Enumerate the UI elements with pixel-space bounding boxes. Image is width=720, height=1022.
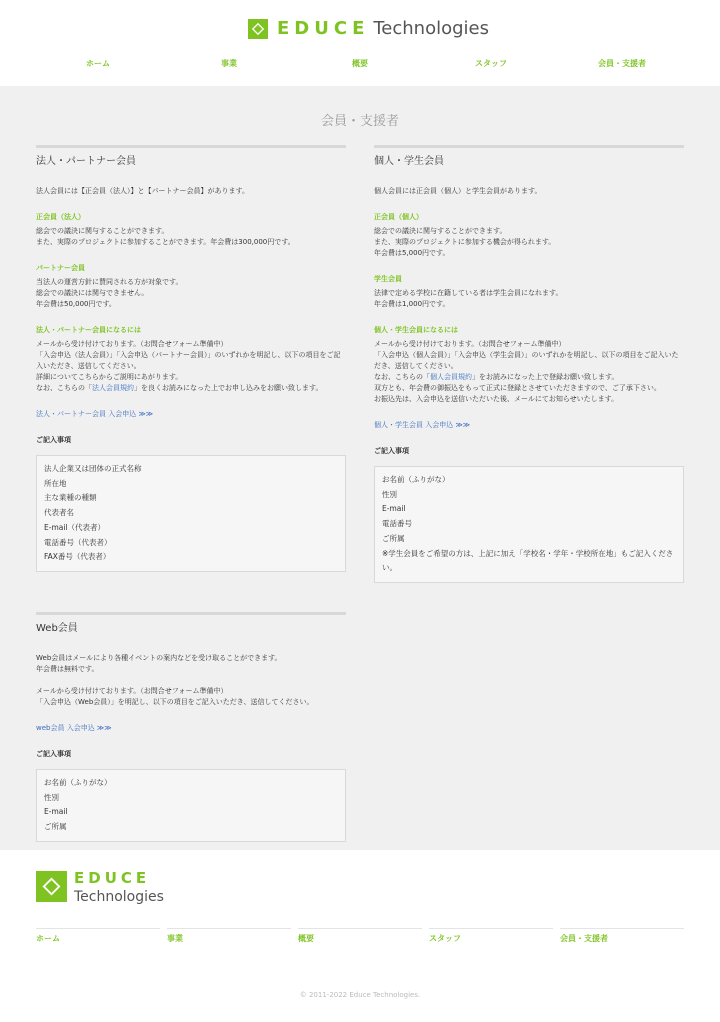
- list-item: E-mail: [44, 807, 68, 817]
- footer-nav-home[interactable]: ホーム: [36, 928, 160, 944]
- how-to-join-text: メールから受け付けております。（お問合せフォーム準備中） 「入会申込（法人会員）」「入会申込（パートナー会員）」のいずれかを明記し、以下の項目をご記入いただき、送信してください。 詳細についてこちらからご説明にあがります。 なお、こちらの「法人会員規約」を良くお読みになった上でお申し込みをお願い致します。: [36, 340, 341, 392]
- logo-technologies-text: Technologies: [373, 18, 489, 39]
- list-item: E-mail（代表者）: [44, 522, 106, 532]
- required-fields-box: [36, 769, 346, 842]
- list-item: 法人企業又は団体の正式名称: [44, 464, 142, 473]
- list-item: FAX番号（代表者）: [44, 552, 111, 562]
- how-to-join-heading: 法人・パートナー会員になるには: [36, 326, 141, 334]
- educe-logo-mark-icon: [36, 871, 67, 902]
- student-member-heading: 学生会員: [374, 275, 402, 283]
- list-item: E-mail: [382, 504, 406, 514]
- regular-member-heading: 正会員（法人）: [36, 213, 85, 221]
- logo-educe-text: EDUCE: [277, 18, 370, 39]
- corporate-membership-section: [36, 145, 346, 572]
- logo-educe-text: EDUCE: [74, 869, 151, 887]
- how-to-join-heading: 個人・学生会員になるには: [374, 326, 458, 334]
- main-content: [0, 86, 720, 850]
- regular-member-heading: 正会員（個人）: [374, 213, 423, 221]
- section-heading: 法人・パートナー会員: [36, 156, 136, 167]
- list-item: ※学生会員をご希望の方は、上記に加え「学校名・学年・学校所在地」もご記入ください。: [382, 548, 674, 573]
- section-heading: 個人・学生会員: [374, 156, 444, 167]
- list-item: お名前（ふりがな）: [44, 778, 112, 787]
- regular-member-text: 総会での議決に関与することができます。 また、実際のプロジェクトに参加することができます。年会費は300,000円です。: [36, 227, 295, 246]
- site-footer: [0, 850, 720, 1022]
- list-item: 性別: [382, 489, 397, 499]
- nav-staff[interactable]: スタッフ: [475, 59, 507, 68]
- site-logo[interactable]: [248, 18, 489, 40]
- nav-home[interactable]: ホーム: [86, 59, 110, 68]
- individual-membership-section: [374, 145, 684, 583]
- required-fields-heading: ご記入事項: [374, 447, 409, 455]
- footer-nav-staff[interactable]: スタッフ: [429, 928, 553, 944]
- list-item: 主な業種の種類: [44, 493, 97, 503]
- individual-rules-link[interactable]: 個人会員規約: [430, 373, 472, 381]
- list-item: ご所属: [382, 533, 405, 543]
- section-intro: 個人会員には正会員（個人）と学生会員があります。: [374, 187, 542, 195]
- required-fields-heading: ご記入事項: [36, 436, 71, 444]
- section-intro: 法人会員には【正会員（法人）】と【パートナー会員】があります。: [36, 187, 249, 195]
- section-divider: [36, 145, 346, 148]
- individual-apply-link[interactable]: 個人・学生会員 入会申込 ≫≫: [374, 421, 471, 429]
- page-title: 会員・支援者: [320, 114, 399, 129]
- educe-logo-mark-icon: [248, 19, 268, 39]
- section-heading: Web会員: [36, 623, 78, 634]
- section-divider: [374, 145, 684, 148]
- corporate-rules-link[interactable]: 法人会員規約: [92, 384, 134, 392]
- corporate-apply-link[interactable]: 法人・パートナー会員 入会申込 ≫≫: [36, 410, 154, 418]
- footer-nav-members[interactable]: 会員・支援者: [560, 928, 684, 944]
- nav-members[interactable]: 会員・支援者: [598, 59, 646, 68]
- list-item: ご所属: [44, 822, 67, 832]
- partner-member-heading: パートナー会員: [36, 264, 85, 272]
- footer-nav-overview[interactable]: 概要: [298, 928, 422, 944]
- section-divider: [36, 612, 346, 615]
- footer-nav-business[interactable]: 事業: [167, 928, 291, 944]
- how-to-join-text: メールから受け付けております。（お問合せフォーム準備中） 「入会申込（Web会員）」を明記し、以下の項目をご記入いただき、送信してください。: [36, 687, 314, 706]
- list-item: 所在地: [44, 478, 67, 488]
- required-fields-box: [36, 455, 346, 572]
- footer-logo[interactable]: [36, 870, 176, 910]
- nav-overview[interactable]: 概要: [352, 59, 368, 68]
- list-item: 代表者名: [44, 508, 74, 518]
- nav-business[interactable]: 事業: [221, 59, 237, 68]
- how-to-join-text: メールから受け付けております。（お問合せフォーム準備中） 「入会申込（個人会員）」「入会申込（学生会員）」のいずれかを明記し、以下の項目をご記入いただき、送信してください。 なお、こちらの「個人会員規約」をお読みになった上で登録お願い致します。 双方とも、年会費の御振込をもって正式に登録とさせていただきますので、ご了承下さい。 お振込先は、入会申込を送信いただいた後、メールにてお知らせいたします。: [374, 340, 679, 403]
- required-fields-box: [374, 466, 684, 583]
- site-header: [0, 0, 720, 86]
- copyright-text: © 2011-2022 Educe Technologies.: [299, 991, 421, 999]
- section-intro: Web会員はメールにより各種イベントの案内などを受け取ることができます。 年会費は無料です。: [36, 654, 282, 673]
- web-apply-link[interactable]: web会員 入会申込 ≫≫: [36, 724, 112, 732]
- regular-member-text: 総会での議決に関与することができます。 また、実際のプロジェクトに参加する機会が得られます。 年会費は5,000円です。: [374, 227, 556, 257]
- list-item: 電話番号: [382, 519, 412, 529]
- web-membership-section: [36, 612, 346, 842]
- list-item: 電話番号（代表者）: [44, 537, 112, 547]
- list-item: お名前（ふりがな）: [382, 475, 450, 484]
- list-item: 性別: [44, 792, 59, 802]
- partner-member-text: 当法人の運営方針に賛同される方が対象です。 総会での議決には関与できません。 年会費は50,000円です。: [36, 278, 183, 308]
- student-member-text: 法律で定める学校に在籍している者は学生会員になれます。 年会費は1,000円です。: [374, 289, 563, 308]
- logo-technologies-text: Technologies: [74, 889, 164, 905]
- required-fields-heading: ご記入事項: [36, 750, 71, 758]
